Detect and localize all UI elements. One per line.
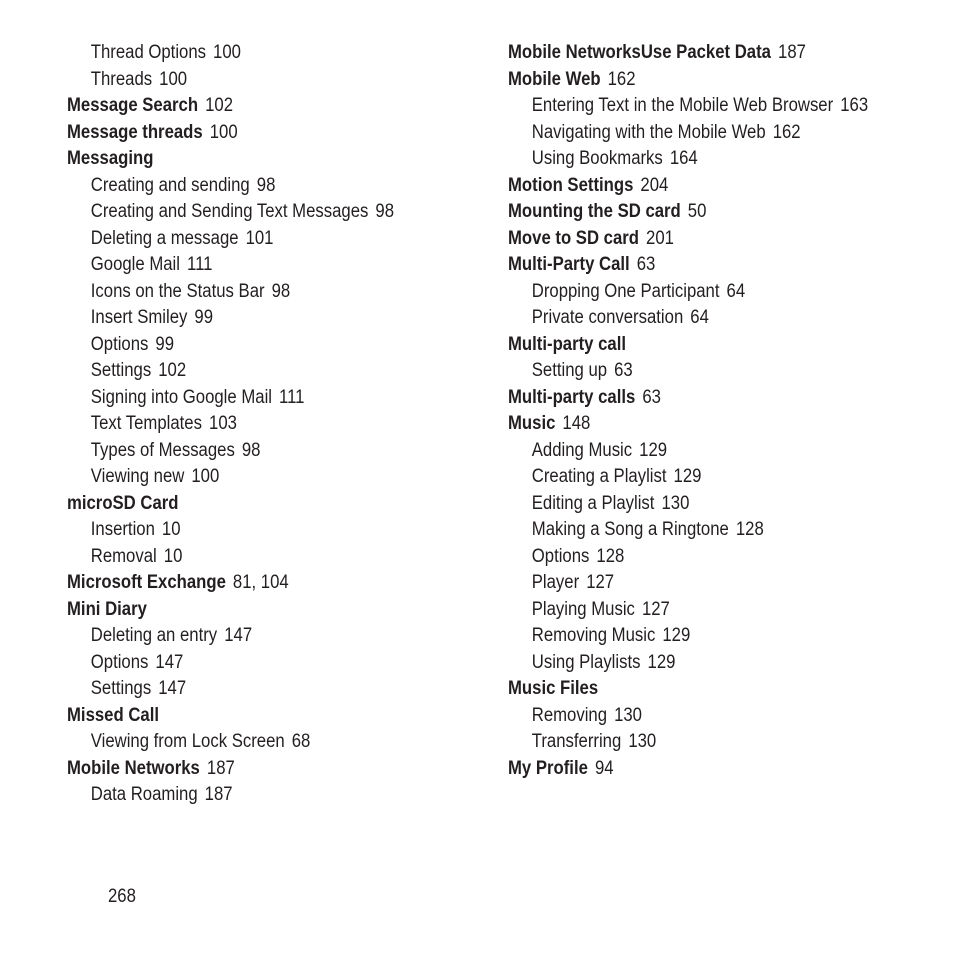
index-subentry — [67, 252, 428, 279]
index-page-ref: 187 — [206, 757, 235, 779]
index-term: Editing a Playlist — [531, 492, 655, 514]
index-subentry — [508, 120, 886, 147]
index-term: My Profile — [508, 757, 588, 779]
index-page-ref: 147 — [158, 678, 187, 699]
index-page-ref: 130 — [661, 492, 690, 514]
index-page-ref: 127 — [641, 598, 670, 620]
index-term: Removing — [531, 704, 608, 726]
index-page-ref: 99 — [155, 333, 175, 355]
index-page-ref: 100 — [209, 121, 238, 143]
index-term: Missed Call — [67, 704, 160, 726]
index-entry — [508, 40, 886, 67]
index-term: Making a Song a Ringtone — [531, 519, 729, 540]
index-page-ref: 111 — [279, 386, 305, 408]
index-page-ref: 128 — [596, 545, 625, 567]
index-subentry — [508, 464, 886, 491]
index-page-ref: 204 — [640, 174, 669, 196]
index-term: Options — [90, 651, 149, 673]
index-entry — [67, 756, 428, 783]
index-subentry — [508, 93, 886, 120]
index-page-ref: 99 — [194, 307, 214, 328]
index-subentry — [67, 782, 428, 809]
index-subentry — [508, 438, 886, 465]
index-page-ref: 100 — [191, 466, 220, 487]
index-term: Creating and Sending Text Messages — [90, 201, 369, 222]
index-term: Types of Messages — [90, 439, 235, 461]
index-page-ref: 64 — [726, 280, 746, 302]
index-term: Motion Settings — [508, 174, 634, 196]
index-term: Mobile Networks — [67, 757, 200, 779]
index-term: Creating and sending — [90, 174, 250, 196]
index-term: Threads — [90, 68, 153, 90]
index-subentry — [508, 650, 886, 677]
index-page-ref: 164 — [669, 148, 698, 169]
index-subentry — [67, 199, 428, 226]
index-page-ref: 10 — [163, 545, 183, 567]
index-term: Move to SD card — [508, 227, 640, 249]
index-subentry — [67, 67, 428, 94]
index-entry — [508, 252, 886, 279]
index-term: Insertion — [90, 519, 155, 540]
index-term: Google Mail — [90, 254, 180, 275]
index-entry — [508, 332, 886, 359]
index-column-left — [67, 40, 477, 809]
index-page-ref: 130 — [628, 731, 657, 752]
index-page-ref: 103 — [209, 413, 237, 434]
index-page-ref: 130 — [614, 704, 642, 726]
index-term: Creating a Playlist — [531, 466, 667, 487]
index-entry — [508, 226, 886, 253]
index-page-ref: 129 — [639, 439, 668, 461]
index-term: Deleting a message — [90, 227, 239, 249]
index-page-ref: 147 — [224, 625, 253, 646]
index-term: Music Files — [508, 678, 599, 699]
index-term: Signing into Google Mail — [90, 386, 273, 408]
index-page-ref: 64 — [690, 307, 709, 328]
index-term: Using Bookmarks — [531, 148, 663, 169]
index-subentry — [67, 438, 428, 465]
index-term: Text Templates — [90, 413, 202, 434]
index-term: Deleting an entry — [90, 625, 218, 646]
index-term: Mini Diary — [67, 598, 147, 620]
index-column-right — [508, 40, 938, 782]
index-subentry — [508, 358, 886, 385]
index-term: Microsoft Exchange — [67, 572, 226, 593]
index-term: Multi-party call — [508, 333, 626, 355]
index-entry — [67, 491, 428, 518]
index-subentry — [67, 173, 428, 200]
index-term: Player — [531, 572, 580, 593]
index-subentry — [508, 597, 886, 624]
index-term: Settings — [90, 678, 152, 699]
index-entry — [508, 411, 886, 438]
index-term: Navigating with the Mobile Web — [531, 121, 766, 143]
index-page-ref: 187 — [204, 784, 233, 805]
index-entry — [508, 67, 886, 94]
index-page-ref: 128 — [735, 519, 764, 540]
index-page-ref: 63 — [614, 360, 633, 381]
index-term: Transferring — [531, 731, 622, 752]
index-term: microSD Card — [67, 492, 179, 514]
index-term: Message Search — [67, 95, 199, 116]
index-subentry — [67, 676, 428, 703]
index-page-ref: 148 — [562, 413, 591, 434]
index-entry — [67, 703, 428, 730]
index-subentry — [67, 544, 428, 571]
index-term: Viewing from Lock Screen — [90, 731, 285, 752]
index-page-ref: 127 — [586, 572, 615, 593]
index-page-ref: 162 — [772, 121, 801, 143]
index-subentry — [67, 411, 428, 438]
index-entry — [67, 570, 428, 597]
index-term: Playing Music — [531, 598, 635, 620]
index-term: Thread Options — [90, 42, 207, 63]
index-entry — [508, 756, 886, 783]
index-page-ref: 111 — [187, 254, 213, 275]
index-page-ref: 81, 104 — [232, 572, 289, 593]
index-page-ref: 129 — [673, 466, 702, 487]
index-subentry — [508, 517, 886, 544]
index-page-ref: 129 — [662, 625, 691, 646]
index-subentry — [67, 226, 428, 253]
index-term: Multi-Party Call — [508, 254, 630, 275]
index-entry — [67, 120, 428, 147]
index-term: Dropping One Participant — [531, 280, 720, 302]
index-page-ref: 63 — [642, 386, 661, 408]
index-term: Private conversation — [531, 307, 684, 328]
index-subentry — [508, 729, 886, 756]
index-term: Setting up — [531, 360, 608, 381]
index-entry — [67, 597, 428, 624]
index-subentry — [508, 623, 886, 650]
index-entry — [67, 93, 428, 120]
index-term: Icons on the Status Bar — [90, 280, 265, 302]
index-subentry — [67, 517, 428, 544]
index-term: Options — [90, 333, 149, 355]
index-subentry — [67, 729, 428, 756]
index-page-ref: 163 — [840, 95, 869, 116]
index-term: Data Roaming — [90, 784, 198, 805]
index-page-ref: 94 — [594, 757, 614, 779]
index-term: Mounting the SD card — [508, 201, 681, 222]
index-page-ref: 68 — [291, 731, 311, 752]
index-term: Messaging — [67, 148, 154, 169]
index-page-ref: 98 — [375, 201, 395, 222]
index-subentry — [508, 305, 886, 332]
index-term: Entering Text in the Mobile Web Browser — [531, 95, 834, 116]
index-term: Message threads — [67, 121, 203, 143]
index-subentry — [508, 146, 886, 173]
index-subentry — [67, 279, 428, 306]
index-subentry — [67, 358, 428, 385]
index-subentry — [67, 332, 428, 359]
index-page-ref: 147 — [155, 651, 184, 673]
index-page-ref: 102 — [158, 360, 187, 381]
index-entry — [508, 676, 886, 703]
index-page-ref: 162 — [607, 68, 636, 90]
index-page-ref: 201 — [646, 227, 674, 249]
index-term: Multi-party calls — [508, 386, 636, 408]
index-term: Mobile Web — [508, 68, 601, 90]
index-page-ref: 129 — [647, 651, 676, 673]
index-subentry — [67, 305, 428, 332]
index-term: Viewing new — [90, 466, 185, 487]
index-term: Insert Smiley — [90, 307, 188, 328]
index-entry — [508, 199, 886, 226]
index-subentry — [67, 464, 428, 491]
index-term: Music — [508, 413, 556, 434]
index-term: Mobile NetworksUse Packet Data — [508, 42, 771, 63]
index-subentry — [67, 385, 428, 412]
index-term: Removal — [90, 545, 157, 567]
index-page-ref: 98 — [256, 174, 276, 196]
index-page-ref: 187 — [778, 42, 806, 63]
index-page-ref: 101 — [245, 227, 274, 249]
index-subentry — [67, 40, 428, 67]
index-subentry — [67, 650, 428, 677]
index-term: Using Playlists — [531, 651, 641, 673]
index-subentry — [508, 491, 886, 518]
index-page-ref: 10 — [161, 519, 181, 540]
index-page-ref: 50 — [687, 201, 707, 222]
index-term: Settings — [90, 360, 152, 381]
index-subentry — [508, 544, 886, 571]
index-page-ref: 100 — [213, 42, 241, 63]
index-entry — [508, 173, 886, 200]
index-term: Options — [531, 545, 590, 567]
index-subentry — [508, 279, 886, 306]
index-entry — [67, 146, 428, 173]
index-subentry — [508, 570, 886, 597]
index-page-ref: 98 — [241, 439, 261, 461]
index-page-ref: 100 — [159, 68, 188, 90]
index-subentry — [67, 623, 428, 650]
index-page-ref: 102 — [205, 95, 233, 116]
page-number: 268 — [108, 886, 136, 907]
index-page-ref: 63 — [636, 254, 656, 275]
index-subentry — [508, 703, 886, 730]
index-term: Removing Music — [531, 625, 656, 646]
index-term: Adding Music — [531, 439, 633, 461]
index-entry — [508, 385, 886, 412]
index-page-ref: 98 — [271, 280, 291, 302]
